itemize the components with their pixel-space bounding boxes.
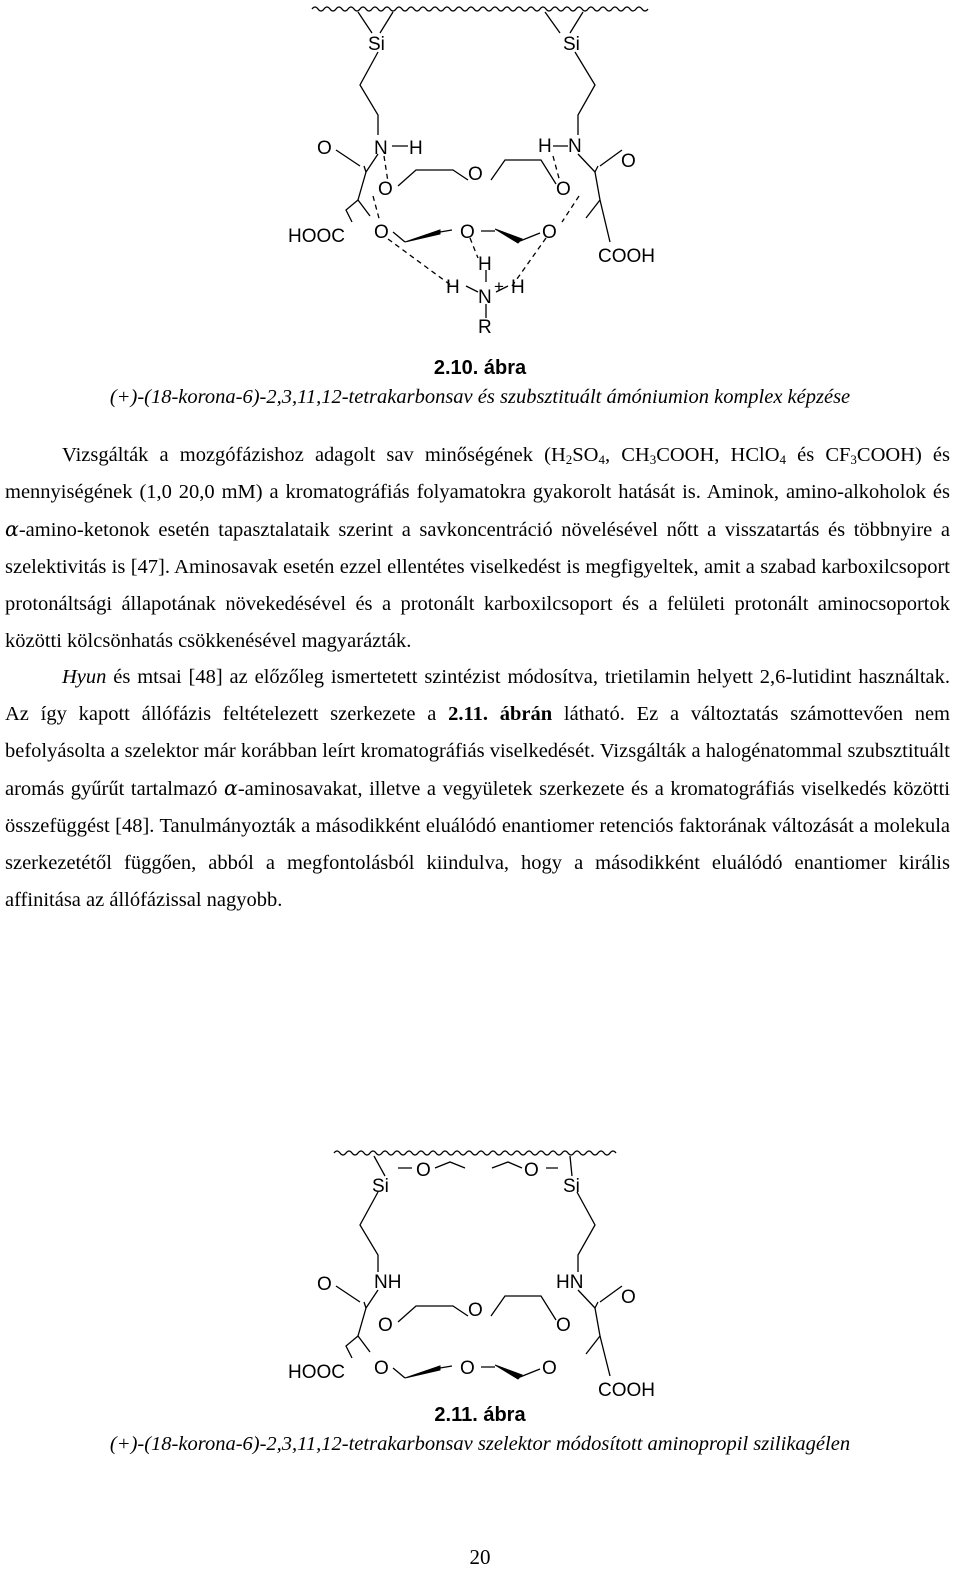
ring-o-top-mid: O — [468, 164, 483, 185]
hooc-label: HOOC — [288, 226, 345, 247]
ring-o-bottom-right: O — [542, 222, 557, 243]
paragraph-acid-effect: Vizsgálták a mozgófázishoz adagolt sav minőségének ($H_2SO_4$, $CH_3COOH$, HClO$_4$ és $CF_3COOH$) és mennyiségének (1,0 20,0 mM) a kromatográfiás folyamatokra gyakorolt hatását is. Aminok, amino-alkoholok és α-amino-ketonok esetén tapasztalataik szerint a savkoncentráció növelésével nőtt a visszatartás és többnyire a szelektivitás is [47]. Aminosavak esetén ezzel ellentétes viselkedést is megfigyeltek, amit a szabad karboxilcsoport protonáltsági állapotának növekedésével és a protonált karboxilcsoport és a felületi protonált aminocsoportok közötti kölcsönhatás csökkenésével magyarázták. — [5, 444, 950, 652]
ring-o-bottom-left: O — [374, 1358, 389, 1379]
silica-surface-line — [312, 7, 648, 11]
si-left-label: Si — [368, 34, 385, 55]
figure-2-10 — [0, 0, 960, 345]
figure-2-11-caption: (+)-(18-korona-6)-2,3,11,12-tetrakarbonsav szelektor módosított aminopropil szilikagélen — [109, 1433, 851, 1455]
ring-o-bottom-mid: O — [460, 222, 475, 243]
carbonyl-o-left: O — [317, 1274, 332, 1295]
amide-nh-left: NH — [374, 1272, 402, 1293]
amide-h-left: H — [409, 138, 423, 159]
si-right-label: Si — [563, 34, 580, 55]
carbonyl-o-right: O — [621, 151, 636, 172]
hooc-label: HOOC — [288, 1362, 345, 1383]
ring-o-top-right: O — [556, 179, 571, 200]
amide-hn-right: HN — [556, 1272, 584, 1293]
figure-2-10-caption: (+)-(18-korona-6)-2,3,11,12-tetrakarbonsav és szubsztituált ámóniumion komplex képzése — [109, 386, 851, 408]
ammonium-charge: + — [494, 277, 504, 296]
si-left-o-label: O — [416, 1160, 431, 1181]
author-name: Hyun — [62, 666, 107, 689]
ring-o-top-left: O — [378, 179, 393, 200]
ammonium-n: N — [478, 287, 492, 308]
page-number: 20 — [469, 1545, 491, 1569]
modified-selector-structure-diagram — [0, 1140, 960, 1401]
amide-n-left: N — [374, 138, 388, 159]
amide-h-right: H — [538, 136, 552, 157]
cooh-label: COOH — [598, 246, 655, 267]
ammonium-h-right: H — [511, 277, 525, 298]
ring-o-bottom-mid: O — [460, 1358, 475, 1379]
silica-surface-line — [334, 1151, 616, 1155]
si-right-o-label: O — [524, 1160, 539, 1181]
si-left-label: Si — [372, 1176, 389, 1197]
ring-o-bottom-right: O — [542, 1358, 557, 1379]
ring-o-top-left: O — [378, 1315, 393, 1336]
paragraph-hyun-study: Hyun és mtsai [48] az előzőleg ismertetett szintézist módosítva, trietilamin helyett 2,6-lutidint használtak. Az így kapott állófázis feltételezett szerkezete a 2.11. ábrán látható. Ez a változtatás számottevően nem befolyásolta a szelektor már korábban leírt kromatográfiás viselkedését. Vizsgálták a halogénatommal szubsztituált aromás gyűrűt tartalmazó α-aminosavakat, illetve a vegyületek szerkezete és a kromatográfiás viselkedés közötti összefüggést [48]. Tanulmányozták a másodikként eluálódó enantiomer retenciós faktorának változását a molekula szerkezetétől függően, abból a megfontolásból kiindulva, hogy a másodikként eluálódó enantiomer királis affinitása az állófázissal nagyobb. — [5, 666, 950, 911]
ring-o-top-mid: O — [468, 1300, 483, 1321]
ammonium-h-top: H — [478, 254, 492, 275]
figure-2-11 — [0, 1140, 960, 1401]
si-right-label: Si — [563, 1176, 580, 1197]
ammonium-r: R — [478, 317, 492, 338]
amide-n-right: N — [568, 136, 582, 157]
figure-reference: 2.11. ábrán — [448, 703, 553, 726]
carbonyl-o-left: O — [317, 138, 332, 159]
carbonyl-o-right: O — [621, 1287, 636, 1308]
ring-o-bottom-left: O — [374, 222, 389, 243]
ring-o-top-right: O — [556, 1315, 571, 1336]
figure-2-11-number: 2.11. ábra — [434, 1404, 526, 1426]
ammonium-h-left: H — [446, 277, 460, 298]
crown-ether-ammonium-complex-diagram — [0, 0, 960, 345]
figure-2-10-number: 2.10. ábra — [433, 357, 527, 379]
body-text — [5, 437, 950, 919]
cooh-label: COOH — [598, 1380, 655, 1401]
